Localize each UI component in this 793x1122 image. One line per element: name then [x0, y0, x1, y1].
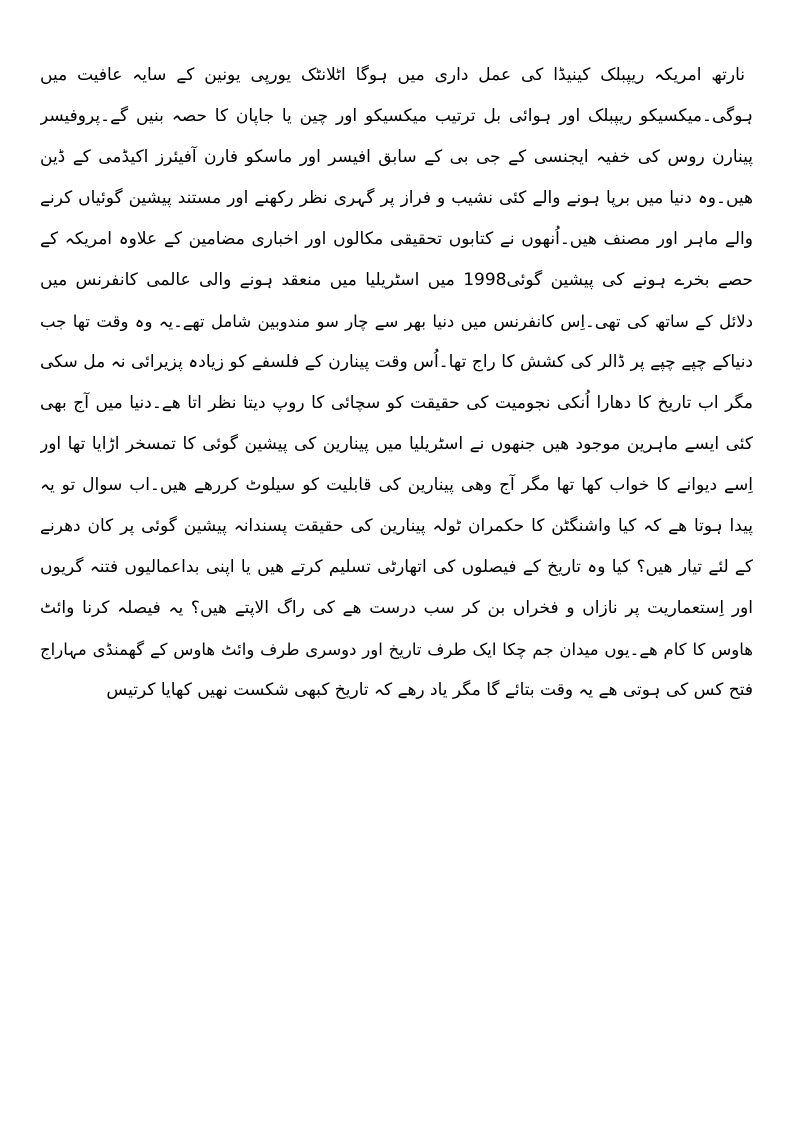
text-line-13: کے لئے تیار ھیں؟ کیا وہ تاریخ کے فیصلوں کی اتھارٹی تسلیم کرتے ھیں یا اپنی بداعمالیوں فتنہ گریوں	[40, 557, 753, 577]
text-line-11: اِسے دیوانے کا خواب کھا تھا مگر آج وھی پینارین کی قابلیت کو سیلوٹ کررھے ھیں۔اب سوال تو یہ	[40, 475, 753, 495]
text-line-9: مگر اب تاریخ کا دھارا اُنکی نجومیت کی حقیقت کو سچائی کا روپ دیتا نظر اتا ھے۔دنیا میں آج بھی	[40, 393, 753, 413]
text-line-12: پیدا ہوتا ھے کہ کیا واشنگٹن کا حکمران ٹولہ پینارین کی حقیقت پسندانہ پیشین گوئی پر کان دھرنے	[40, 516, 753, 536]
text-line-1: نارتھ امریکہ ریپبلک کینیڈا کی عمل داری میں ہوگا اٹلانٹک یورپی یونین کے سایہ عافیت میں	[40, 65, 745, 85]
text-line-7: دلائل کے ساتھ کی تھی۔اِس کانفرنس میں دنیا بھر سے چار سو مندوبین شامل تھے۔یہ وہ وقت تھا جب	[40, 312, 753, 331]
text-line-4: ھیں۔وہ دنیا میں برپا ہونے والے کئی نشیب و فراز پر گہری نظر رکھنے اور مستند پیشین گوئیاں کرنے	[40, 188, 753, 208]
text-line-5: والے ماہر اور مصنف ھیں۔اُنھوں نے کتابوں تحقیقی مکالوں اور اخباری مضامین کے علاوہ امریکہ کے	[40, 229, 753, 249]
text-line-14: اور اِستعماریت پر نازاں و فخراں بن کر سب درست ھے کی راگ الاپتے ھیں؟ یہ فیصلہ کرنا وائٹ	[40, 598, 753, 618]
text-line-3: پینارن روس کی خفیہ ایجنسی کے جی بی کے سابق افیسر اور ماسکو فارن آفیئرز اکیڈمی کے ڈین	[40, 147, 753, 167]
text-line-15: ھاوس کا کام ھے۔یوں میدان جم چکا ایک طرف تاریخ اور دوسری طرف وائٹ ھاوس کے گھمنڈی مہاراج	[40, 640, 753, 659]
text-line-16: فتح کس کی ہوتی ھے یہ وقت بتائے گا مگر یاد رھے کہ تاریخ کبھی شکست نھیں کھایا کرتیس	[106, 680, 753, 700]
text-line-8: دنیاکے چپے چپے پر ڈالر کی کشش کا راج تھا۔اُس وقت پینارن کے فلسفے کو زیادہ پزیرائی نہ مل سکی	[40, 352, 753, 372]
text-line-10: کئی ایسے ماہرین موجود ھیں جنھوں نے اسٹریلیا میں پینارین کی پیشین گوئی کا تمسخر اڑایا تھا اور	[40, 434, 753, 454]
text-line-6: حصے بخرے ہونے کی پیشین گوئی1998 میں اسٹریلیا میں منعقد ہونے والی عالمی کانفرنس میں	[40, 270, 753, 290]
article-body	[40, 55, 753, 711]
text-line-2: ہوگی۔میکسیکو ریپبلک اور ہوائی بل ترتیب میکسیکو اور چین یا جاپان کا حصہ بنیں گے۔پروفیسر	[40, 106, 753, 126]
